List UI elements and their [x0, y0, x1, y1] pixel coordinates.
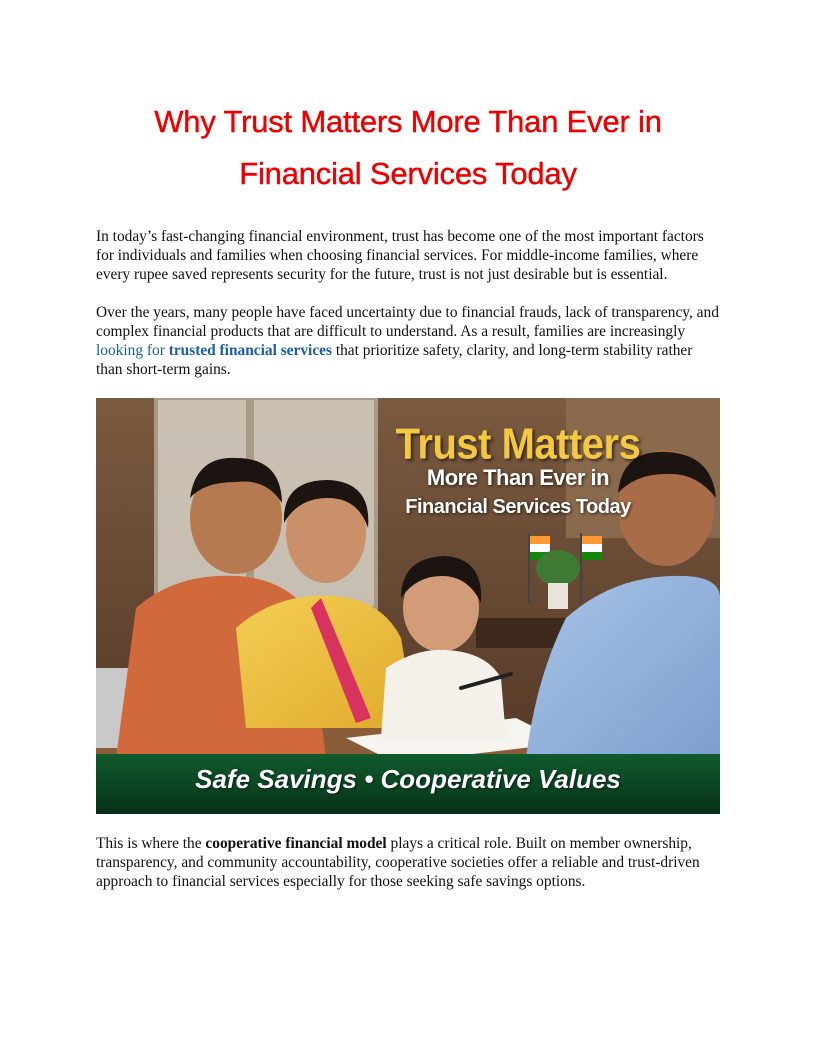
- hero-image: [96, 398, 720, 814]
- document-page: [96, 96, 720, 891]
- cooperative-text-start: This is where the: [96, 835, 206, 852]
- hero-banner-text: Safe Savings • Cooperative Values: [195, 764, 621, 794]
- cooperative-paragraph: [96, 834, 720, 891]
- hero-headline: Trust Matters: [395, 419, 641, 469]
- context-text-end: that prioritize safety, clarity, and long-term stability rather than short-term gains.: [96, 342, 693, 378]
- intro-paragraph: In today’s fast-changing financial environment, trust has become one of the most important factors for individuals and families when choosing financial services. For middle-income families, where every rupee saved represents security for the future, trust is not just desirable but is essential.: [96, 228, 704, 283]
- title-line-2: Financial Services Today: [239, 156, 577, 191]
- hero-subline-1: More Than Ever in: [426, 465, 610, 490]
- page-title: [96, 96, 720, 200]
- context-text-start: Over the years, many people have faced uncertainty due to financial frauds, lack of transparency, and complex financial products that are difficult to understand. As a result, families are increasingly: [96, 304, 719, 340]
- hero-banner: [96, 754, 720, 814]
- title-line-1: Why Trust Matters More Than Ever in: [154, 104, 662, 139]
- cooperative-text-end: plays a critical role. Built on member ownership, transparency, and community accountability, cooperative societies offer a reliable and trust-driven approach to financial services especially for those seeking safe savings options.: [96, 835, 700, 890]
- looking-for-link[interactable]: looking for: [96, 342, 165, 359]
- cooperative-model-bold: cooperative financial model: [205, 835, 387, 852]
- hero-subline-2: Financial Services Today: [405, 496, 631, 518]
- trusted-financial-services-link[interactable]: trusted financial services: [168, 342, 332, 359]
- context-paragraph: [96, 303, 720, 379]
